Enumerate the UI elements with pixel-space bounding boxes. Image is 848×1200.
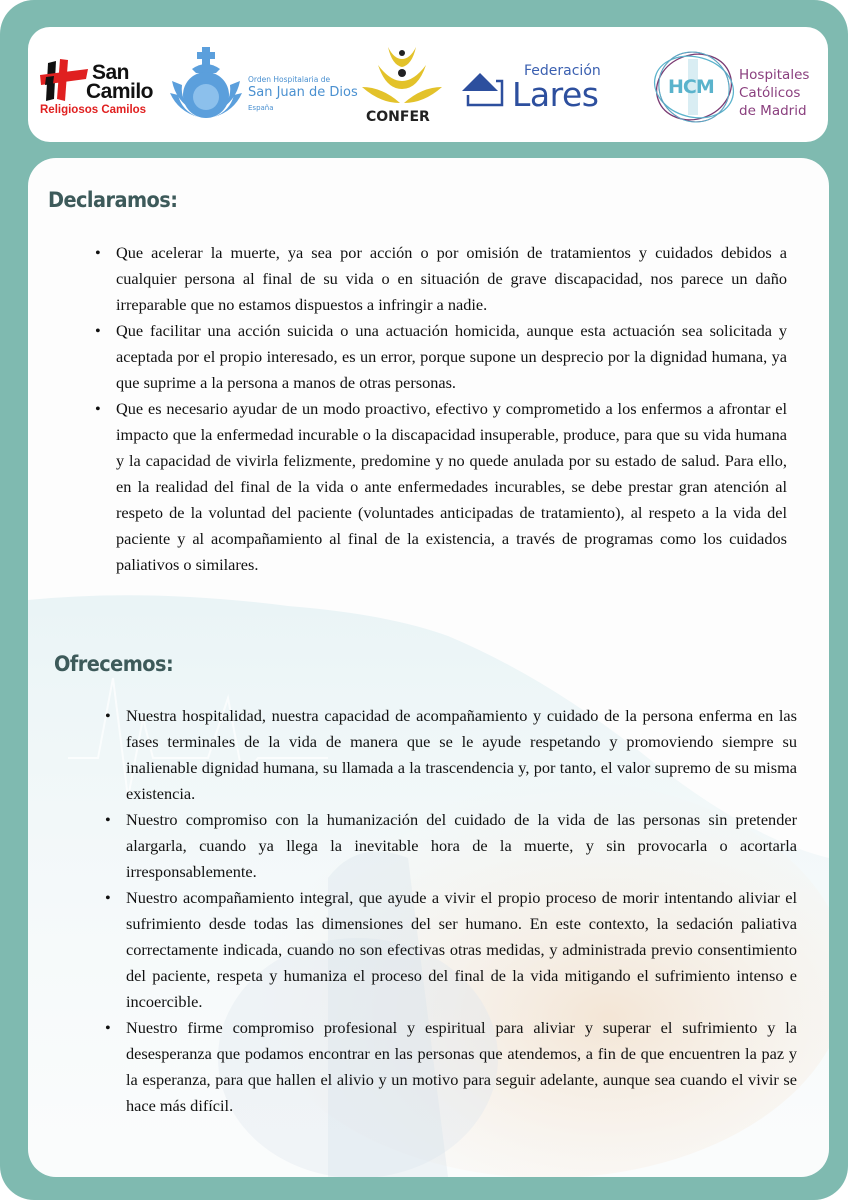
sjd-line3: España xyxy=(248,104,274,112)
san-camilo-name-line: San xyxy=(92,61,130,84)
logo-san-camilo xyxy=(40,57,155,119)
hcm-name xyxy=(739,66,809,120)
section-title-declaramos: Declaramos: xyxy=(48,188,178,212)
logo-header xyxy=(28,27,828,142)
list-item xyxy=(105,703,797,807)
logo-confer xyxy=(360,41,444,131)
ofrecemos-list xyxy=(105,703,797,1119)
list-item xyxy=(95,318,787,396)
hcm-monogram: HCM xyxy=(668,76,714,98)
list-item-text: Nuestra hospitalidad, nuestra capacidad de acompañamiento y cuidado de la persona enferma en las fases terminales de la vida de manera que se le ayude respetando y promoviendo siempre su inalienable dignidad humana, su llamada a la trascendencia y, por tanto, el valor supremo de su misma existencia. xyxy=(126,706,797,803)
list-item-text: Nuestro compromiso con la humanización del cuidado de la vida de las personas sin pretender alargarla, cuando ya llega la inevitable hora de la muerte, y sin provocarla o acortarla irresponsablemente. xyxy=(126,810,797,881)
sjd-line2: San Juan de Dios xyxy=(248,85,358,100)
list-item xyxy=(105,1015,797,1119)
lares-line1: Federación xyxy=(524,63,601,79)
list-item-text: Nuestro firme compromiso profesional y espiritual para aliviar y superar el sufrimiento y la desesperanza que podamos encontrar en las personas que atendemos, a fin de que encuentren la paz y la esperanza, para que hallen el alivio y un motivo para seguir adelante, aunque sea cuando el vivir se hace más difícil. xyxy=(126,1018,797,1115)
list-item xyxy=(95,396,787,578)
list-item-text: Que acelerar la muerte, ya sea por acción o por omisión de tratamientos y cuidados debidos a cualquier persona al final de su vida o en situación de grave discapacidad, nos parece un daño irreparable que no estamos dispuestos a infringir a nadie. xyxy=(116,243,787,314)
content-card xyxy=(28,158,829,1177)
declaramos-list xyxy=(95,240,787,578)
list-item-text: Que es necesario ayudar de un modo proactivo, efectivo y comprometido a los enfermos a afrontar el impacto que la enfermedad incurable o la discapacidad insuperable, produce, para que su vida humana y la capacidad de vivirla felizmente, predomine y no quede anulada por su estado de salud. Para ello, en la realidad del final de la vida o ante enfermedades incurables, se debe prestar gran atención al respeto de la voluntad del paciente (voluntades anticipadas de tratamiento), al respeto a la vida del paciente y al acompañamiento al final de la existencia, a través de programas como los cuidados paliativos o similares. xyxy=(116,399,787,574)
lares-line2: Lares xyxy=(512,75,599,114)
hcm-line1: Hospitales xyxy=(739,67,810,83)
confer-name: CONFER xyxy=(366,109,430,125)
bullet-icon: • xyxy=(105,1018,111,1037)
list-item xyxy=(105,807,797,885)
red-cross-logo-icon xyxy=(40,59,88,103)
house-logo-icon xyxy=(460,69,506,109)
wheat-figure-logo-icon xyxy=(362,41,442,107)
hcm-line3: de Madrid xyxy=(739,103,807,119)
list-item-text: Que facilitar una acción suicida o una actuación homicida, aunque esta actuación sea solicitada y aceptada por el propio interesado, es un error, porque supone un desprecio por la dignidad humana, ya que suprime a la persona a manos de otras personas. xyxy=(116,321,787,392)
list-item xyxy=(105,885,797,1015)
bullet-icon: • xyxy=(105,888,111,907)
list-item xyxy=(95,240,787,318)
list-item-text: Nuestro acompañamiento integral, que ayude a vivir el propio proceso de morir intentando aliviar el sufrimiento desde todas las dimensiones del ser humano. En este contexto, la sedación paliativa correctamente indicada, cuando no son efectivas otras medidas, y administrada previo consentimiento del paciente, respeta y humaniza el proceso del final de la vida mitigando el sufrimiento intenso e incoercible. xyxy=(126,888,797,1011)
sjd-line1: Orden Hospitalaria de xyxy=(248,75,331,84)
pomegranate-cross-logo-icon xyxy=(168,45,244,123)
san-camilo-name xyxy=(86,63,156,101)
logo-lares xyxy=(460,61,620,114)
bullet-icon: • xyxy=(95,243,101,262)
bullet-icon: • xyxy=(95,321,101,340)
bullet-icon: • xyxy=(105,706,111,725)
san-camilo-name-line: Camilo xyxy=(86,80,154,103)
section-title-ofrecemos: Ofrecemos: xyxy=(54,652,174,676)
hcm-line2: Católicos xyxy=(739,85,801,101)
logo-hcm xyxy=(650,45,820,129)
logo-san-juan-de-dios xyxy=(168,45,368,125)
san-camilo-subtitle: Religiosos Camilos xyxy=(40,104,147,116)
bullet-icon: • xyxy=(105,810,111,829)
bullet-icon: • xyxy=(95,399,101,418)
